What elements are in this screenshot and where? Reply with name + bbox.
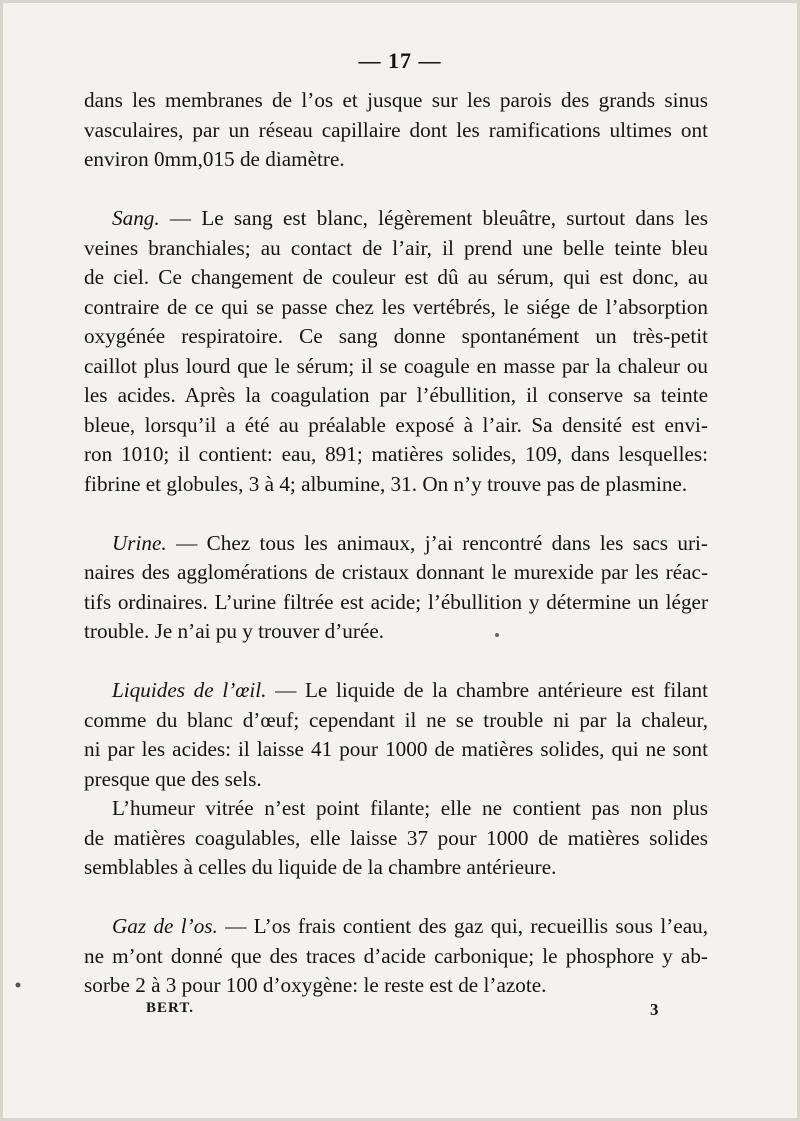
paragraph-gap: [84, 647, 708, 677]
text-line: dans les membranes de l’os et jusque sur les parois des grands sinus: [84, 88, 708, 112]
text-line: oxygénée respiratoire. Ce sang donne spontanément un très-petit: [84, 324, 708, 348]
text-line: de ciel. Ce changement de couleur est dû au sérum, qui est donc, au: [84, 265, 708, 289]
text-line: contraire de ce qui se passe chez les vertébrés, le siége de l’absorption: [84, 294, 708, 319]
text-line: naires des agglomérations de cristaux donnant le murexide par les réac-: [84, 560, 708, 584]
text-line: caillot plus lourd que le sérum; il se coagule en masse par la chaleur ou: [84, 353, 708, 378]
section-heading-liquides-oeil: Liquides de l’œil.: [112, 678, 267, 702]
text-line: — L’os frais contient des gaz qui, recueillis sous l’eau,: [217, 914, 708, 938]
text-line: semblables à celles du liquide de la chambre antérieure.: [84, 855, 557, 879]
sheet-number: 3: [650, 1000, 659, 1019]
text-line: vasculaires, par un réseau capillaire dont les ramifications ultimes ont: [84, 117, 708, 142]
text-line: ni par les acides: il laisse 41 pour 1000 de matières solides, qui ne sont: [84, 737, 708, 761]
text-line: comme du blanc d’œuf; cependant il ne se trouble ni par la chaleur,: [84, 707, 708, 732]
text-line: sorbe 2 à 3 pour 100 d’oxygène: le reste est de l’azote.: [84, 973, 547, 997]
paragraph-gap: [84, 175, 708, 205]
text-line: — Le sang est blanc, légèrement bleuâtre, surtout dans les: [159, 206, 708, 230]
paragraph-gaz-os: [84, 912, 708, 942]
text-line: bleue, lorsqu’il a été au préalable exposé à l’air. Sa densité est envi-: [84, 412, 708, 437]
paragraph-gap: [84, 499, 708, 529]
paragraph-liquides-oeil: [84, 676, 708, 706]
text-line: environ 0mm,015 de diamètre.: [84, 147, 345, 171]
signature-mark: BERT.: [146, 1000, 194, 1016]
paragraph-gap: [84, 883, 708, 913]
text-line: — Chez tous les animaux, j’ai rencontré dans les sacs uri-: [166, 530, 708, 555]
section-heading-urine: Urine.: [112, 530, 167, 555]
text-line: ne m’ont donné que des traces d’acide carbonique; le phosphore y ab-: [84, 943, 708, 968]
text-line: veines branchiales; au contact de l’air, il prend une belle teinte bleu: [84, 235, 708, 260]
text-line: L’humeur vitrée n’est point filante; elle ne contient pas non plus: [112, 796, 708, 820]
text-line: les acides. Après la coagulation par l’ébullition, il conserve sa teinte: [84, 383, 708, 407]
text-line: — Le liquide de la chambre antérieure est filant: [266, 678, 708, 702]
section-heading-sang: Sang.: [112, 206, 160, 230]
section-heading-gaz-os: Gaz de l’os.: [112, 914, 218, 938]
paragraph-sang: [84, 204, 708, 234]
text-line: tifs ordinaires. L’urine filtrée est acide; l’ébullition y détermine un léger: [84, 589, 708, 614]
text-line: fibrine et globules, 3 à 4; albumine, 31. On n’y trouve pas de plasmine.: [84, 471, 688, 496]
text-line: de matières coagulables, elle laisse 37 pour 1000 de matières solides: [84, 825, 708, 850]
text-line: presque que des sels.: [84, 766, 262, 791]
body-text: [84, 86, 708, 1001]
text-line: trouble. Je n’ai pu y trouver d’urée.: [84, 619, 385, 643]
page-number-header: — 17 —: [358, 48, 442, 73]
paragraph-urine: [84, 529, 708, 559]
text-line: ron 1010; il contient: eau, 891; matières solides, 109, dans lesquelles:: [84, 442, 708, 466]
